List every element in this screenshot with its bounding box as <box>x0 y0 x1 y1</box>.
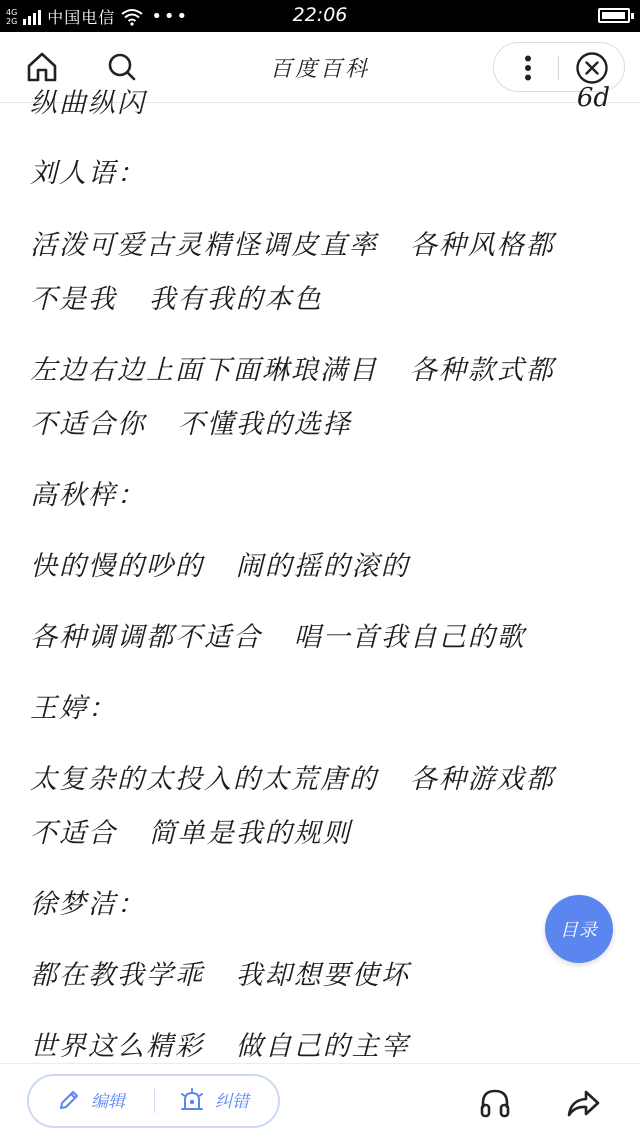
singer-label: 刘人语： <box>30 158 146 189</box>
bottom-bar <box>0 1063 640 1139</box>
network-type-top: 4G <box>6 7 18 17</box>
article-content <box>0 83 640 1063</box>
close-icon <box>575 51 609 85</box>
edit-button[interactable] <box>57 1087 125 1112</box>
pill-divider <box>154 1089 155 1113</box>
share-button[interactable] <box>562 1082 604 1124</box>
singer-label: 徐梦洁： <box>30 889 146 920</box>
status-bar <box>0 0 640 32</box>
battery-icon <box>598 8 630 23</box>
listen-button[interactable] <box>474 1082 516 1124</box>
lyric-line-partial-right: 6d <box>576 83 610 113</box>
singer-label: 高秋梓： <box>30 480 146 511</box>
lyric-paragraph: 各种调调都不适合 唱一首我自己的歌 <box>30 622 526 653</box>
singer-label: 王婷： <box>30 693 117 724</box>
toc-button[interactable]: 目录 <box>545 895 613 963</box>
lyric-paragraph: 左边右边上面下面琳琅满目 各种款式都 不适合你 不懂我的选择 <box>30 355 555 440</box>
lyric-paragraph: 都在教我学乖 我却想要使坏 <box>30 960 410 991</box>
share-icon <box>565 1086 601 1120</box>
lyric-paragraph: 太复杂的太投入的太荒唐的 各种游戏都 不适合 简单是我的规则 <box>30 764 555 849</box>
headphones-icon <box>478 1086 512 1120</box>
page-title: 百度百科 <box>269 57 370 82</box>
battery-nub <box>631 13 634 19</box>
more-button[interactable] <box>508 46 548 90</box>
more-status-icon: ••• <box>151 6 190 27</box>
lyric-line-partial: 纵曲纵闪 <box>30 88 146 119</box>
network-type-bottom: 2G <box>6 16 18 26</box>
alarm-icon <box>179 1088 205 1112</box>
lyric-paragraph: 快的慢的吵的 闹的摇的滚的 <box>30 551 410 582</box>
correct-label: 纠错 <box>215 1092 249 1112</box>
edit-label: 编辑 <box>91 1092 125 1112</box>
close-button[interactable] <box>572 48 612 88</box>
more-vertical-icon <box>524 55 532 81</box>
carrier-name: 中国电信 <box>47 8 116 27</box>
edit-correct-pill <box>27 1074 280 1128</box>
lyric-paragraph: 世界这么精彩 做自己的主宰 <box>30 1031 410 1062</box>
lyric-paragraph: 活泼可爱古灵精怪调皮直率 各种风格都 不是我 我有我的本色 <box>30 230 555 315</box>
capsule-divider <box>558 56 559 80</box>
correct-button[interactable] <box>179 1087 249 1112</box>
pencil-icon <box>57 1088 81 1112</box>
clock: 22:06 <box>292 4 348 26</box>
battery-level <box>602 12 625 19</box>
